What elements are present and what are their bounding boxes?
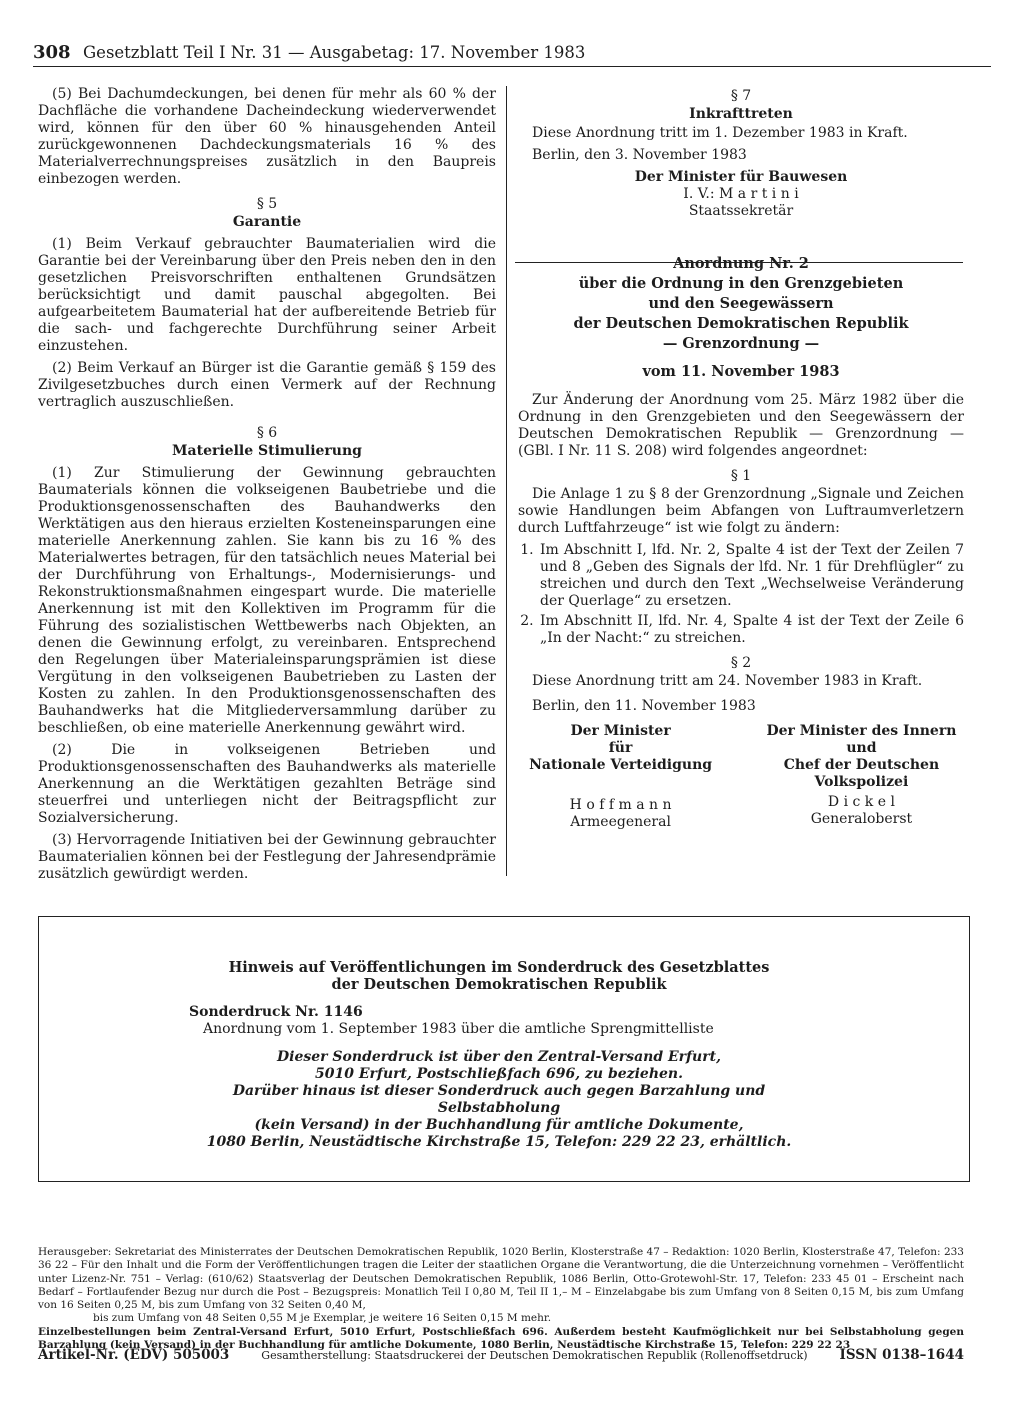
footer-bottom-line <box>38 1347 964 1363</box>
section-5-number: § 5 <box>256 196 278 212</box>
signature-verteidigung <box>518 723 723 831</box>
notice-title-2: der Deutschen Demokratischen Republik <box>331 976 667 993</box>
header-rule <box>33 66 991 67</box>
orders-text: Einzelbestellungen beim Zentral-Versand Erfurt, 5010 Erfurt, Postschließfach 696. Außerdem besteht Kaufmöglichkeit nur bei Selbstabholung gegen Barzahlung (kein Versand) in der Buchhandlung für amtliche Dokumente, 1080 Berlin, Neustädtische Kirchstraße 15, Telefon: 229 22 23 <box>38 1325 964 1352</box>
signatory-name: I. V.: M a r t i n i <box>683 186 799 202</box>
imprint-text-cont: bis zum Umfang von 48 Seiten 0,55 M je Exemplar, je weitere 16 Seiten 0,15 M mehr. <box>93 1312 552 1325</box>
signature-blocks <box>518 723 964 831</box>
paragraph-s6-2: (2) Die in volkseigenen Betrieben und Produktionsgenossenschaften des Bauhandwerks als materielle Anerkennung an die Werktätigen gezahlten Beträge sind steuerfrei und unterliegen nicht der Beitragspflicht zur Sozialversicherung. <box>38 742 496 826</box>
paragraph-s5-1: (1) Beim Verkauf gebrauchter Baumaterialien wird die Garantie bei der Vereinbarung über den Preis neben den in den gesetzlichen Preisvorschriften enthaltenen Grundsätzen berücksichtigt und damit pauschal abgegolten. Bei aufgearbeitetem Baumaterial hat der aufbereitende Betrieb für die sach- und fachgerechte Durchführung seiner Arbeit einzustehen. <box>38 236 496 354</box>
paragraph-s1: Die Anlage 1 zu § 8 der Grenzordnung „Signale und Zeichen sowie Handlungen beim Abfangen von Luftraumverletzern durch Luftfahrzeuge“ ist wie folgt zu ändern: <box>518 486 964 536</box>
list-item: 1. Im Abschnitt I, lfd. Nr. 2, Spalte 4 ist der Text der Zeilen 7 und 8 „Geben des Signals der lfd. Nr. 1 für Drehflügler“ zu streichen und durch den Text „Wechselweise Veränderung der Querlage“ zu ersetzen. <box>538 542 964 610</box>
signature-block-bauwesen <box>518 169 964 220</box>
sig1-line3: Nationale Verteidigung <box>529 757 713 773</box>
anordnung-subject-1: über die Ordnung in den Grenzgebieten <box>578 275 904 292</box>
signature-innern <box>759 723 964 831</box>
amendment-list <box>518 542 964 647</box>
issn: ISSN 0138–1644 <box>839 1347 964 1363</box>
notice-ordering-info <box>189 1049 809 1151</box>
anordnung-subject-3: der Deutschen Demokratischen Republik <box>573 315 909 332</box>
section-1-number: § 1 <box>730 468 752 484</box>
paragraph-s6-1: (1) Zur Stimulierung der Gewinnung gebrauchten Baumaterials können die volkseigenen Baubetriebe und die Produktionsgenossenschaften des Bauhandwerks den Werktätigen aus den hieraus erzielten Kosteneinsparungen eine materielle Anerkennung zahlen. Sie kann bis zu 16 % des Materialwertes betragen, für den tatsächlich neues Material bei der Durchführung von Erhaltungs-, Modernisierungs- und Rekonstruktionsmaßnahmen eingespart wurde. Die materielle Anerkennung ist mit den Kollektiven im Programm für die Führung des sozialistischen Wettbewerbs nach Objekten, an denen die Gewinnung erfolgt, zu vereinbaren. Entsprechend den Regelungen über Materialeinsparungsprämien ist diese Vergütung in den volkseigenen Baubetrieben zu Lasten der Kosten zu zahlen. In den Produktionsgenossenschaften des Bauhandwerks hat die Mitgliederversammlung darüber zu beschließen, ob eine materielle Anerkennung gewährt wird. <box>38 465 496 736</box>
info2-line2: (kein Versand) in der Buchhandlung für amtliche Dokumente, <box>254 1117 744 1133</box>
section-7-number: § 7 <box>730 88 752 104</box>
section-6-number: § 6 <box>256 425 278 441</box>
sig1-name: H o f f m a n n <box>569 797 672 813</box>
signatory-role: Staatssekretär <box>688 203 794 219</box>
anordnung-date: vom 11. November 1983 <box>642 363 840 380</box>
article-number: Artikel-Nr. (EDV) 505003 <box>38 1347 230 1363</box>
section-rule <box>515 262 963 263</box>
notice-title-1: Hinweis auf Veröffentlichungen im Sonderdruck des Gesetzblattes <box>228 959 770 976</box>
paragraph-s7: Diese Anordnung tritt im 1. Dezember 1983 in Kraft. <box>532 125 908 141</box>
anordnung-subject-2: und den Seegewässern <box>648 295 834 312</box>
section-6-title: Materielle Stimulierung <box>172 443 362 459</box>
sonderdruck-description: Anordnung vom 1. September 1983 über die amtliche Sprengmittelliste <box>203 1021 714 1037</box>
paragraph-s2: Diese Anordnung tritt am 24. November 1983 in Kraft. <box>532 673 923 689</box>
sig1-line1: Der Minister <box>570 723 671 739</box>
sig2-line3: Chef der Deutschen <box>783 757 940 773</box>
paragraph-intro: Zur Änderung der Anordnung vom 25. März 1982 über die Ordnung in den Grenzgebieten und den Seegewässern der Deutschen Demokratischen Republik — Grenzordnung — (GBl. I Nr. 11 S. 208) wird folgendes angeordnet: <box>518 392 964 459</box>
imprint-footer <box>38 1246 964 1352</box>
section-5-title: Garantie <box>232 214 302 230</box>
paragraph-s6-3: (3) Hervorragende Initiativen bei der Gewinnung gebrauchter Baumaterialien können bei der Festlegung der Jahresendprämie zusätzlich gewürdigt werden. <box>38 832 496 882</box>
sig2-line1: Der Minister des Innern <box>766 723 957 739</box>
sig1-line2: für <box>608 740 633 756</box>
info1-line2: 5010 Erfurt, Postschließfach 696, zu beziehen. <box>315 1066 683 1082</box>
paragraph-s4-5: (5) Bei Dachumdeckungen, bei denen für mehr als 60 % der Dachfläche die vorhandene Dacheindeckung wiederverwendet wird, können für den über 60 % hinausgehenden Anteil zurückgewonnenen Dachdeckungsmaterials 16 % des Materialverrechnungspreises zusätzlich in den Baupreis einbezogen werden. <box>38 86 496 187</box>
column-divider <box>506 86 507 876</box>
sig2-name: D i c k e l <box>827 794 895 810</box>
sig2-line4: Volkspolizei <box>814 774 909 790</box>
left-column <box>38 86 496 888</box>
place-date-2: Berlin, den 11. November 1983 <box>532 698 756 714</box>
anordnung-title: Anordnung Nr. 2 <box>673 255 809 272</box>
notice-content <box>189 959 809 1151</box>
info2-line3: 1080 Berlin, Neustädtische Kirchstraße 15, Telefon: 229 22 23, erhältlich. <box>206 1134 792 1150</box>
section-2-number: § 2 <box>730 655 752 671</box>
sig2-rank: Generaloberst <box>810 811 913 827</box>
anordnung-heading <box>518 254 964 382</box>
right-column <box>518 88 964 831</box>
info2-line1: Darüber hinaus ist dieser Sonderdruck auch gegen Barzahlung und Selbstabholung <box>232 1083 766 1116</box>
minister-title: Der Minister für Bauwesen <box>634 169 848 185</box>
page-number: 308 <box>33 42 71 63</box>
section-7-title: Inkrafttreten <box>689 106 793 122</box>
printer-info: Gesamtherstellung: Staatsdruckerei der Deutschen Demokratischen Republik (Rollenoffsetdruck) <box>261 1349 808 1362</box>
info1-line1: Dieser Sonderdruck ist über den Zentral-Versand Erfurt, <box>277 1049 721 1065</box>
sig2-line2: und <box>846 740 877 756</box>
paragraph-s5-2: (2) Beim Verkauf an Bürger ist die Garantie gemäß § 159 des Zivilgesetzbuches durch einen Vermerk auf der Rechnung vertraglich auszuschließen. <box>38 360 496 410</box>
sig1-rank: Armeegeneral <box>570 814 671 830</box>
sonderdruck-number: Sonderdruck Nr. 1146 <box>189 1004 363 1020</box>
gazette-title: Gesetzblatt Teil I Nr. 31 — Ausgabetag: 17. November 1983 <box>83 43 586 62</box>
imprint-text: Herausgeber: Sekretariat des Ministerrates der Deutschen Demokratischen Republik, 1020 Berlin, Klosterstraße 47 – Redaktion: 1020 Berlin, Klosterstraße 47, Telefon: 233 36 22 – Für den Inhalt und die Form der Veröffentlichungen tragen die Leiter der staatlichen Organe die Verantwortung, die die Unterzeichnung vornehmen – Veröffentlicht unter Lizenz-Nr. 751 – Verlag: (610/62) Staatsverlag der Deutschen Demokratischen Republik, 1086 Berlin, Otto-Grotewohl-Str. 17, Telefon: 233 45 01 – Erscheint nach Bedarf – Fortlaufender Bezug nur durch die Post – Bezugspreis: Monatlich Teil I 0,80 M, Teil II 1,– M – Einzelabgabe bis zum Umfang von 8 Seiten 0,15 M, bis zum Umfang von 16 Seiten 0,25 M, bis zum Umfang von 32 Seiten 0,40 M, <box>38 1246 964 1312</box>
place-date-1: Berlin, den 3. November 1983 <box>532 147 747 163</box>
list-item: 2. Im Abschnitt II, lfd. Nr. 4, Spalte 4 ist der Text der Zeile 6 „In der Nacht:“ zu streichen. <box>538 613 964 647</box>
anordnung-short-title: — Grenzordnung — <box>662 335 820 352</box>
sonderdruck-notice-box <box>38 916 970 1182</box>
